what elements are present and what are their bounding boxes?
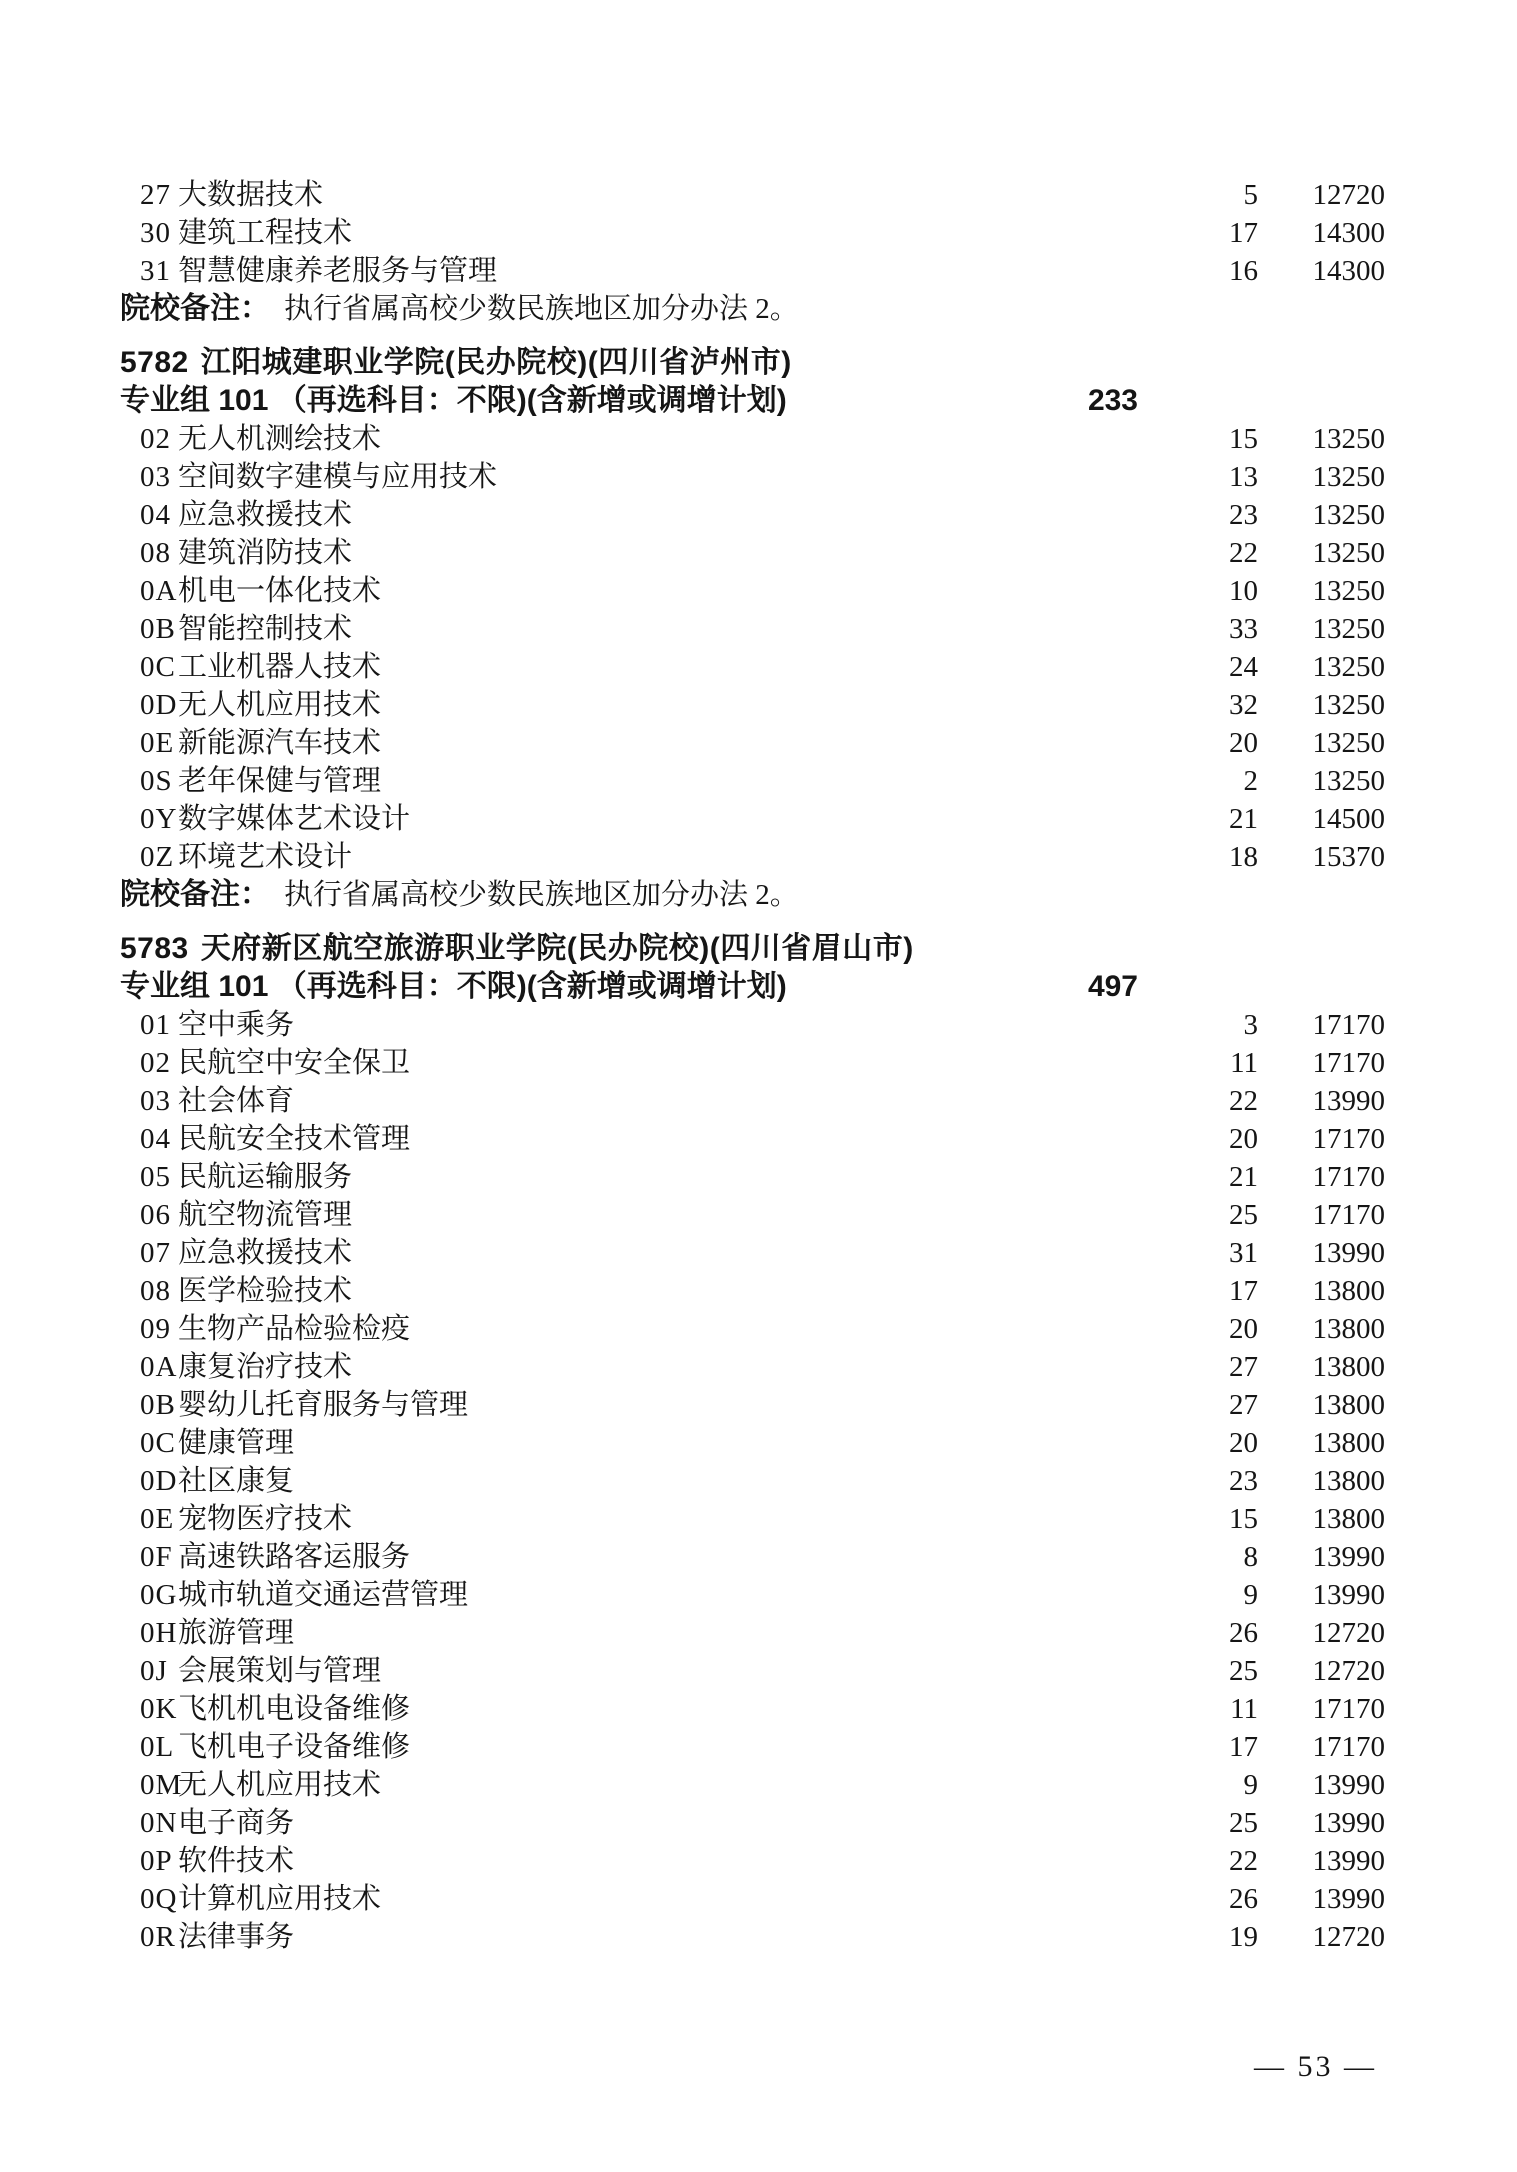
major-row	[0, 1614, 1517, 1652]
major-name: 数字媒体艺术设计	[178, 803, 411, 835]
major-row	[0, 1310, 1517, 1348]
plan-count: 23	[1229, 499, 1258, 531]
major-code: 0F	[140, 1541, 173, 1573]
major-row	[0, 1462, 1517, 1500]
plan-count: 23	[1229, 1465, 1258, 1497]
fee-value: 13250	[1312, 575, 1385, 607]
page-number: — 53 —	[1254, 2050, 1377, 2083]
major-row	[0, 1766, 1517, 1804]
major-row	[0, 1918, 1517, 1956]
major-name: 社会体育	[178, 1085, 295, 1117]
school-name: 天府新区航空旅游职业学院(民办院校)(四川省眉山市)	[200, 932, 914, 965]
major-code: 0Y	[140, 803, 178, 835]
major-code: 04	[140, 1123, 171, 1155]
major-row	[0, 1348, 1517, 1386]
plan-count: 11	[1230, 1047, 1258, 1079]
plan-count: 20	[1229, 1427, 1258, 1459]
plan-count: 33	[1229, 613, 1258, 645]
fee-value: 13250	[1312, 727, 1385, 759]
plan-count: 31	[1229, 1237, 1258, 1269]
major-code: 0J	[140, 1655, 168, 1687]
major-name: 应急救援技术	[178, 1237, 353, 1269]
major-row	[0, 762, 1517, 800]
major-name: 空间数字建模与应用技术	[178, 461, 498, 493]
plan-count: 8	[1243, 1541, 1258, 1573]
major-name: 空中乘务	[178, 1009, 295, 1041]
plan-count: 22	[1229, 537, 1258, 569]
major-name: 康复治疗技术	[178, 1351, 353, 1383]
fee-value: 13990	[1312, 1807, 1385, 1839]
major-name: 高速铁路客运服务	[178, 1541, 411, 1573]
fee-value: 13250	[1312, 613, 1385, 645]
major-code: 0R	[140, 1921, 176, 1953]
plan-count: 15	[1229, 423, 1258, 455]
major-row	[0, 1272, 1517, 1310]
major-name: 无人机应用技术	[178, 689, 382, 721]
fee-value: 13990	[1312, 1845, 1385, 1877]
fee-value: 13990	[1312, 1237, 1385, 1269]
major-name: 社区康复	[178, 1465, 295, 1497]
major-code: 0E	[140, 727, 175, 759]
major-code: 0S	[140, 765, 173, 797]
fee-value: 17170	[1312, 1199, 1385, 1231]
major-row	[0, 176, 1517, 214]
plan-count: 17	[1229, 1275, 1258, 1307]
plan-count: 24	[1229, 651, 1258, 683]
fee-value: 13800	[1312, 1389, 1385, 1421]
fee-value: 13990	[1312, 1883, 1385, 1915]
fee-value: 12720	[1312, 1617, 1385, 1649]
major-code: 0C	[140, 651, 176, 683]
major-row	[0, 1234, 1517, 1272]
school-name: 江阳城建职业学院(民办院校)(四川省泸州市)	[200, 346, 792, 379]
major-code: 27	[140, 179, 171, 211]
major-name: 环境艺术设计	[178, 841, 353, 873]
major-row	[0, 1728, 1517, 1766]
major-group-label: 专业组 101 （再选科目：不限)(含新增或调增计划)	[120, 970, 787, 1003]
major-code: 09	[140, 1313, 171, 1345]
major-row	[0, 1386, 1517, 1424]
major-code: 07	[140, 1237, 171, 1269]
major-code: 0L	[140, 1731, 175, 1763]
major-group-label: 专业组 101 （再选科目：不限)(含新增或调增计划)	[120, 384, 787, 417]
fee-value: 13800	[1312, 1313, 1385, 1345]
major-code: 0A	[140, 575, 178, 607]
plan-count: 27	[1229, 1389, 1258, 1421]
plan-section	[0, 344, 1517, 914]
plan-count: 9	[1243, 1579, 1258, 1611]
major-row	[0, 534, 1517, 572]
plan-count: 22	[1229, 1845, 1258, 1877]
fee-value: 14300	[1312, 255, 1385, 287]
major-row	[0, 648, 1517, 686]
fee-value: 13800	[1312, 1351, 1385, 1383]
plan-count: 25	[1229, 1199, 1258, 1231]
major-row	[0, 1842, 1517, 1880]
plan-count: 21	[1229, 1161, 1258, 1193]
major-name: 机电一体化技术	[178, 575, 382, 607]
plan-count: 19	[1229, 1921, 1258, 1953]
major-code: 02	[140, 423, 171, 455]
plan-count: 5	[1243, 179, 1258, 211]
note-text: 执行省属高校少数民族地区加分办法 2。	[284, 879, 799, 911]
major-code: 02	[140, 1047, 171, 1079]
major-row	[0, 252, 1517, 290]
major-code: 01	[140, 1009, 171, 1041]
plan-count: 20	[1229, 1123, 1258, 1155]
major-row	[0, 1044, 1517, 1082]
major-row	[0, 686, 1517, 724]
school-note	[120, 876, 1517, 914]
major-row	[0, 572, 1517, 610]
major-name: 大数据技术	[178, 179, 324, 211]
major-row	[0, 1082, 1517, 1120]
plan-count: 2	[1243, 765, 1258, 797]
plan-count: 26	[1229, 1883, 1258, 1915]
major-name: 飞机电子设备维修	[178, 1731, 411, 1763]
major-name: 无人机应用技术	[178, 1769, 382, 1801]
major-code: 0P	[140, 1845, 173, 1877]
major-code: 0B	[140, 613, 176, 645]
plan-count: 13	[1229, 461, 1258, 493]
major-code: 0B	[140, 1389, 176, 1421]
major-name: 民航运输服务	[178, 1161, 353, 1193]
major-row	[0, 496, 1517, 534]
fee-value: 13250	[1312, 461, 1385, 493]
fee-value: 13800	[1312, 1275, 1385, 1307]
fee-value: 13250	[1312, 765, 1385, 797]
major-name: 生物产品检验检疫	[178, 1313, 411, 1345]
fee-value: 14300	[1312, 217, 1385, 249]
plan-count: 18	[1229, 841, 1258, 873]
major-code: 0M	[140, 1769, 183, 1801]
major-row	[0, 420, 1517, 458]
fee-value: 13800	[1312, 1465, 1385, 1497]
major-name: 建筑工程技术	[178, 217, 353, 249]
plan-count: 10	[1229, 575, 1258, 607]
fee-value: 14500	[1312, 803, 1385, 835]
major-name: 工业机器人技术	[178, 651, 382, 683]
major-name: 新能源汽车技术	[178, 727, 382, 759]
major-code: 08	[140, 537, 171, 569]
school-note	[120, 290, 1517, 328]
plan-count: 17	[1229, 1731, 1258, 1763]
major-name: 健康管理	[178, 1427, 295, 1459]
fee-value: 13990	[1312, 1579, 1385, 1611]
major-code: 31	[140, 255, 171, 287]
plan-count: 25	[1229, 1807, 1258, 1839]
major-code: 0H	[140, 1617, 178, 1649]
major-code: 03	[140, 1085, 171, 1117]
fee-value: 13250	[1312, 651, 1385, 683]
major-name: 智能控制技术	[178, 613, 353, 645]
major-name: 智慧健康养老服务与管理	[178, 255, 498, 287]
major-name: 城市轨道交通运营管理	[178, 1579, 469, 1611]
fee-value: 12720	[1312, 1655, 1385, 1687]
school-heading	[120, 344, 1517, 382]
major-group-heading	[120, 968, 1517, 1006]
major-name: 建筑消防技术	[178, 537, 353, 569]
major-code: 0D	[140, 1465, 178, 1497]
fee-value: 13990	[1312, 1085, 1385, 1117]
major-row	[0, 214, 1517, 252]
major-row	[0, 1804, 1517, 1842]
major-code: 08	[140, 1275, 171, 1307]
major-code: 0A	[140, 1351, 178, 1383]
fee-value: 12720	[1312, 1921, 1385, 1953]
plan-section	[0, 176, 1517, 328]
major-code: 0Z	[140, 841, 175, 873]
plan-count: 25	[1229, 1655, 1258, 1687]
fee-value: 13800	[1312, 1503, 1385, 1535]
major-row	[0, 1196, 1517, 1234]
major-code: 0N	[140, 1807, 178, 1839]
major-name: 计算机应用技术	[178, 1883, 382, 1915]
major-row	[0, 1690, 1517, 1728]
plan-count: 17	[1229, 217, 1258, 249]
note-label: 院校备注：	[120, 292, 270, 325]
major-row	[0, 1652, 1517, 1690]
school-heading	[120, 930, 1517, 968]
fee-value: 17170	[1312, 1161, 1385, 1193]
major-row	[0, 800, 1517, 838]
fee-value: 17170	[1312, 1731, 1385, 1763]
major-code: 0K	[140, 1693, 178, 1725]
page-footer	[1254, 2048, 1377, 2086]
fee-value: 12720	[1312, 179, 1385, 211]
major-name: 无人机测绘技术	[178, 423, 382, 455]
plan-count: 32	[1229, 689, 1258, 721]
major-code: 0E	[140, 1503, 175, 1535]
plan-count: 15	[1229, 1503, 1258, 1535]
major-name: 软件技术	[178, 1845, 295, 1877]
major-row	[0, 724, 1517, 762]
major-code: 0C	[140, 1427, 176, 1459]
major-row	[0, 1576, 1517, 1614]
school-code: 5782	[120, 346, 189, 379]
major-code: 0Q	[140, 1883, 178, 1915]
fee-value: 17170	[1312, 1693, 1385, 1725]
major-row	[0, 1538, 1517, 1576]
major-code: 06	[140, 1199, 171, 1231]
plan-count: 21	[1229, 803, 1258, 835]
major-row	[0, 1006, 1517, 1044]
plan-count: 9	[1243, 1769, 1258, 1801]
major-name: 民航空中安全保卫	[178, 1047, 411, 1079]
major-row	[0, 838, 1517, 876]
major-name: 应急救援技术	[178, 499, 353, 531]
major-name: 航空物流管理	[178, 1199, 353, 1231]
major-group-heading	[120, 382, 1517, 420]
major-name: 电子商务	[178, 1807, 295, 1839]
major-name: 老年保健与管理	[178, 765, 382, 797]
major-name: 医学检验技术	[178, 1275, 353, 1307]
major-code: 04	[140, 499, 171, 531]
fee-value: 13990	[1312, 1541, 1385, 1573]
major-row	[0, 610, 1517, 648]
major-code: 0G	[140, 1579, 178, 1611]
major-row	[0, 1158, 1517, 1196]
plan-count: 27	[1229, 1351, 1258, 1383]
plan-count: 20	[1229, 727, 1258, 759]
plan-count: 3	[1243, 1009, 1258, 1041]
major-name: 宠物医疗技术	[178, 1503, 353, 1535]
major-code: 30	[140, 217, 171, 249]
plan-section	[0, 930, 1517, 1956]
plan-count: 20	[1229, 1313, 1258, 1345]
fee-value: 13990	[1312, 1769, 1385, 1801]
fee-value: 13800	[1312, 1427, 1385, 1459]
major-row	[0, 458, 1517, 496]
fee-value: 13250	[1312, 689, 1385, 721]
plan-count: 16	[1229, 255, 1258, 287]
major-group-total: 497	[1087, 970, 1138, 1003]
plan-count: 26	[1229, 1617, 1258, 1649]
major-code: 05	[140, 1161, 171, 1193]
major-row	[0, 1880, 1517, 1918]
major-name: 旅游管理	[178, 1617, 295, 1649]
major-code: 03	[140, 461, 171, 493]
major-name: 法律事务	[178, 1921, 295, 1953]
note-text: 执行省属高校少数民族地区加分办法 2。	[284, 293, 799, 325]
fee-value: 17170	[1312, 1009, 1385, 1041]
fee-value: 13250	[1312, 499, 1385, 531]
fee-value: 17170	[1312, 1123, 1385, 1155]
fee-value: 15370	[1312, 841, 1385, 873]
major-group-total: 233	[1087, 384, 1138, 417]
plan-count: 22	[1229, 1085, 1258, 1117]
major-row	[0, 1120, 1517, 1158]
major-name: 婴幼儿托育服务与管理	[178, 1389, 469, 1421]
major-row	[0, 1500, 1517, 1538]
major-name: 民航安全技术管理	[178, 1123, 411, 1155]
major-name: 会展策划与管理	[178, 1655, 382, 1687]
school-code: 5783	[120, 932, 189, 965]
major-code: 0D	[140, 689, 178, 721]
fee-value: 13250	[1312, 537, 1385, 569]
fee-value: 17170	[1312, 1047, 1385, 1079]
note-label: 院校备注：	[120, 878, 270, 911]
plan-count: 11	[1230, 1693, 1258, 1725]
major-row	[0, 1424, 1517, 1462]
major-name: 飞机机电设备维修	[178, 1693, 411, 1725]
fee-value: 13250	[1312, 423, 1385, 455]
